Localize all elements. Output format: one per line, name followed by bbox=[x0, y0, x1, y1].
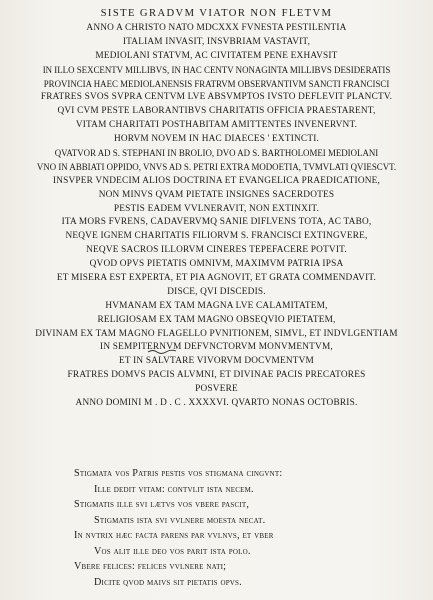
verse-line: Vbere felices: felices vvlnere nati; bbox=[74, 561, 227, 572]
inscription-line: NON MINVS QVAM PIETATE INSIGNES SACERDOTES bbox=[98, 189, 335, 200]
inscription-line: PESTIS EADEM VVLNERAVIT, NON EXTINXIT. bbox=[113, 203, 320, 214]
verse-line: Dicite qvod maivs sit pietatis opvs. bbox=[94, 576, 242, 588]
verse-block bbox=[70, 466, 430, 590]
inscription-line: PROVINCIA HAEC MEDIOLANENSIS FRATRVM OBSERVANTIVM SANCTI FRANCISCI bbox=[43, 78, 390, 89]
inscription-line: DIVINAM EX TAM MAGNO FLAGELLO PVNITIONEM, SIMVL, ET INDVLGENTIAM bbox=[35, 328, 398, 339]
inscription-line: VITAM CHARITATI POSTHABITAM AMITTENTES INVENERVNT. bbox=[75, 120, 358, 131]
inscription-line: ET MISERA EST EXPERTA, ET PIA AGNOVIT, ET GRATA COMMENDAVIT. bbox=[56, 273, 377, 284]
inscription-line: MEDIOLANI STATVM, AC CIVITATEM PENE EXHAVSIT bbox=[95, 50, 338, 61]
inscription-date-line: ANNO DOMINI M . D . C . XXXXVI. QVARTO NONAS OCTOBRIS. bbox=[75, 398, 358, 409]
inscription-line: IN ILLO SEXCENTV MILLIBVS, IN HAC CENTV NONAGINTA MILLIBVS DESIDERATIS bbox=[42, 64, 391, 75]
inscription-line: HVMANAM EX TAM MAGNA LVE CALAMITATEM, bbox=[105, 300, 328, 311]
verse-line: Stigmatis ista svi vvlnere moesta necat. bbox=[94, 514, 266, 526]
inscription-line: ANNO A CHRISTO NATO MDCXXX FVNESTA PESTILENTIA bbox=[86, 23, 347, 33]
verse-line: Stigmatis ille svi lætvs vos vbere pascit, bbox=[74, 499, 250, 510]
inscription-line: RELIGIOSAM EX TAM MAGNO OBSEQVIO PIETATEM, bbox=[97, 314, 336, 325]
inscription-line: INSVPER VNDECIM ALIOS DOCTRINA ET EVANGELICA PRAEDICATIONE, bbox=[52, 175, 381, 186]
inscription-line: IN SEMPITERNVM DEFVNCTORVM MONVMENTVM, bbox=[100, 342, 333, 353]
verse-line: Ille dedit vitam: contvlit ista necem. bbox=[94, 483, 254, 495]
verse-line: Vos alit ille deo vos parit ista polo. bbox=[94, 545, 251, 557]
inscription-line: VNO IN ABBIATI OPPIDO, VNVS AD S. PETRI EXTRA MODOETIA, TVMVLATI QVIESCVT. bbox=[36, 161, 397, 172]
inscription-title: SISTE GRADVM VIATOR NON FLETVM bbox=[100, 8, 333, 19]
inscription-line: QVOD OPVS PIETATIS OMNIVM, MAXIMVM PATRIA IPSA bbox=[89, 259, 344, 270]
inscription-line: FRATRES SVOS SVPRA CENTVM LVE ABSVMPTOS IVSTO DEFLEVIT PLANCTV. bbox=[40, 92, 393, 103]
inscription-block bbox=[4, 7, 429, 411]
inscription-line: POSVERE bbox=[195, 384, 238, 395]
inscription-line: ITA MORS FVRENS, CADAVERVMQ SANIE DIFLVENS TOTA, AC TABO, bbox=[61, 217, 372, 228]
inscription-line: FRATRES DOMVS PACIS ALVMNI, ET DIVINAE PACIS PRECATORES bbox=[67, 370, 366, 381]
inscription-line: DISCE, QVI DISCEDIS. bbox=[167, 286, 266, 297]
verse-line: Stigmata vos Patris pestis vos stigmana cingvnt: bbox=[74, 468, 283, 479]
inscription-line: NEQVE IGNEM CHARITATIS FILIORVM S. FRANCISCI EXTINGVERE, bbox=[65, 231, 368, 242]
inscription-line: ET IN SALVTARE VIVORVM DOCVMENTVM bbox=[118, 356, 314, 367]
inscription-line: QVATVOR AD S. STEPHANI IN BROLIO, DVO AD S. BARTHOLOMEI MEDIOLANI bbox=[54, 148, 379, 159]
inscription-line: NEQVE SACROS ILLORVM CINERES TEPEFACERE POTVIT. bbox=[86, 245, 347, 256]
verse-line: In nvtrix hæc facta parens par vvlnvs, et vber bbox=[74, 530, 274, 541]
handwritten-underline-mark bbox=[147, 349, 177, 355]
inscription-line: HORVM NOVEM IN HAC DIAECES ' EXTINCTI. bbox=[113, 134, 320, 145]
inscription-line: ITALIAM INVASIT, INSVBRIAM VASTAVIT, bbox=[122, 36, 311, 47]
inscription-line: QVI CVM PESTE LABORANTIBVS CHARITATIS OFFICIA PRAESTARENT, bbox=[57, 106, 376, 117]
